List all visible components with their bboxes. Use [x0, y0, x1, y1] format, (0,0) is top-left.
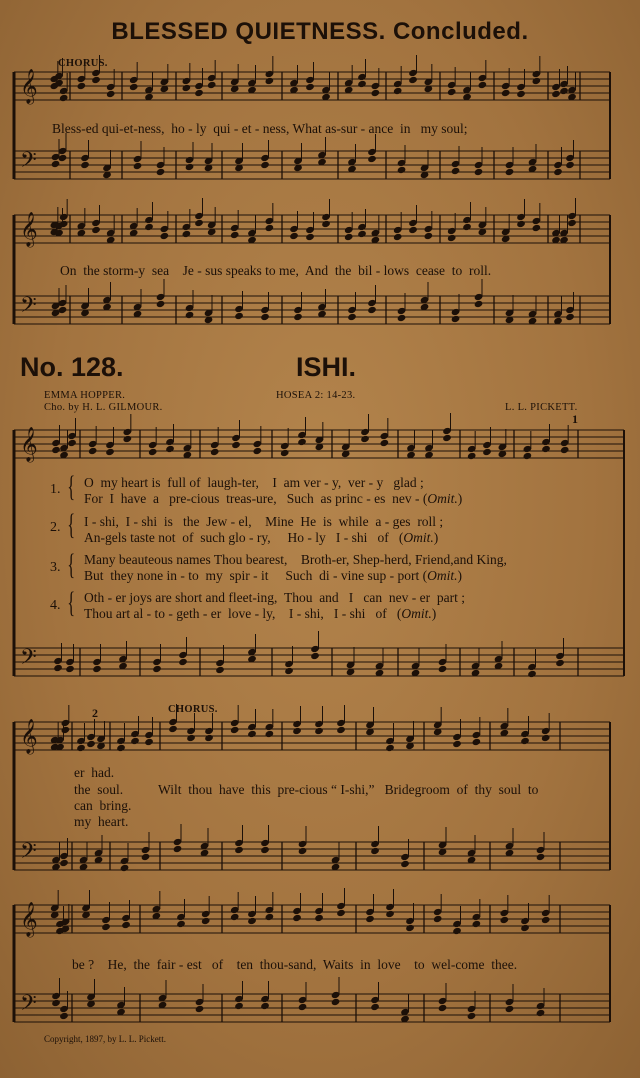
notehead [129, 83, 139, 91]
treble-clef-icon: 𝄞 [20, 212, 38, 247]
notehead [478, 81, 488, 89]
notehead [201, 917, 211, 925]
notehead [247, 730, 257, 738]
notehead [133, 162, 143, 170]
bass-clef-icon: 𝄢 [20, 991, 37, 1021]
notehead [67, 439, 77, 447]
notehead [505, 168, 515, 176]
notehead [260, 1002, 270, 1010]
notehead [260, 161, 270, 169]
notehead [260, 313, 270, 321]
notehead [482, 448, 492, 456]
notehead [474, 300, 484, 308]
notehead [336, 726, 346, 734]
notehead [292, 727, 302, 735]
notehead [310, 652, 320, 660]
notehead [393, 87, 403, 95]
notehead [51, 446, 61, 454]
notehead [231, 441, 241, 449]
verse-number: 2. [50, 520, 61, 535]
notehead [408, 226, 418, 234]
notehead [76, 744, 86, 752]
notehead [59, 94, 69, 102]
notehead [520, 924, 530, 932]
treble-clef-icon: 𝄞 [20, 427, 38, 462]
notehead [516, 220, 526, 228]
page-title: BLESSED QUIETNESS. Concluded. [111, 18, 529, 45]
treble-clef-icon: 𝄞 [20, 69, 38, 104]
notehead [541, 916, 551, 924]
verse-number: 1. [50, 482, 61, 497]
notehead [536, 853, 546, 861]
hymn-number: No. 128. [20, 352, 124, 382]
notehead [215, 666, 225, 674]
notehead [565, 161, 575, 169]
notehead [194, 89, 204, 97]
notehead [451, 167, 461, 175]
notehead [553, 168, 563, 176]
notehead [105, 448, 115, 456]
notehead [116, 744, 126, 752]
notehead [148, 448, 158, 456]
notehead [447, 88, 457, 96]
verse-brace: { [67, 586, 76, 619]
notehead [357, 80, 367, 88]
notehead [314, 727, 324, 735]
notehead [560, 446, 570, 454]
notehead [370, 1003, 380, 1011]
notehead [253, 447, 263, 455]
notehead [336, 909, 346, 917]
notehead [365, 915, 375, 923]
notehead [59, 1012, 69, 1020]
chorus-label-1: CHORUS. [58, 58, 108, 69]
notehead [120, 864, 130, 872]
notehead [168, 725, 178, 733]
notehead [156, 300, 166, 308]
notehead [520, 737, 530, 745]
notehead [204, 734, 214, 742]
notehead [452, 740, 462, 748]
notehead [234, 1002, 244, 1010]
notehead [298, 847, 308, 855]
hymn-name: ISHI. [296, 352, 357, 382]
notehead [144, 738, 154, 746]
bass-clef-icon: 𝄢 [20, 645, 37, 675]
notehead [195, 1005, 205, 1013]
notehead [472, 738, 482, 746]
notehead [447, 234, 457, 242]
notehead [230, 726, 240, 734]
notehead [314, 914, 324, 922]
notehead [462, 223, 472, 231]
notehead [293, 313, 303, 321]
notehead [347, 313, 357, 321]
verse-brace: { [67, 548, 76, 581]
notehead [371, 89, 381, 97]
notehead [331, 998, 341, 1006]
notehead [106, 90, 116, 98]
treble-clef-icon: 𝄞 [20, 902, 38, 937]
notehead [165, 445, 175, 453]
notehead [567, 219, 577, 227]
second-ending-number: 2 [92, 706, 99, 720]
notehead [532, 77, 542, 85]
notehead [247, 917, 257, 925]
notehead [284, 667, 294, 675]
notehead [176, 920, 186, 928]
verse-line-a: I - shi, I - shi is the Jew - el, Mine He is while a - ges roll ; [84, 514, 444, 529]
notehead [442, 434, 452, 442]
notehead [501, 89, 511, 97]
notehead [260, 846, 270, 854]
notehead [321, 220, 331, 228]
notehead [408, 76, 418, 84]
notehead [289, 232, 299, 240]
notehead [178, 658, 188, 666]
notehead [280, 449, 290, 457]
notehead [152, 665, 162, 673]
notehead [438, 665, 448, 673]
copyright: Copyright, 1897, by L. L. Pickett. [44, 1034, 166, 1044]
notehead [51, 999, 61, 1007]
notehead [210, 448, 220, 456]
notehead [91, 76, 101, 84]
notehead [265, 224, 275, 232]
notehead [559, 87, 569, 95]
notehead [88, 447, 98, 455]
notehead [141, 853, 151, 861]
notehead [101, 923, 111, 931]
notehead [234, 312, 244, 320]
notehead [230, 231, 240, 239]
notehead [86, 740, 96, 748]
notehead [185, 311, 195, 319]
notehead [380, 439, 390, 447]
notehead [194, 219, 204, 227]
lyric-line-1: Bless-ed qui-et-ness, ho - ly qui - et - ness, What as-sur - ance in my soul; [52, 121, 468, 136]
verse-line-b: For I have a pre-cious treas-ure, Such as princ - es nev - (Omit.) [84, 491, 463, 506]
bass-clef-icon: 𝄢 [20, 148, 37, 178]
notehead [541, 445, 551, 453]
verse-line-b: But they none in - to my spir - it Such di - vine sup - port (Omit.) [84, 568, 462, 583]
notehead [505, 1005, 515, 1013]
notehead [397, 166, 407, 174]
chorus-lyric-2: be ? He, the fair - est of ten thou-sand, Waits in love to wel-come thee. [72, 957, 518, 972]
notehead [77, 82, 87, 90]
bass-clef-icon: 𝄢 [20, 839, 37, 869]
notehead [182, 230, 192, 238]
notehead [424, 232, 434, 240]
ending-line: can bring. [74, 798, 132, 813]
notehead [344, 233, 354, 241]
notehead [186, 734, 196, 742]
notehead [144, 223, 154, 231]
notehead [185, 163, 195, 171]
notehead [565, 313, 575, 321]
chorus-author: Cho. by H. L. GILMOUR. [44, 402, 163, 413]
notehead [523, 452, 533, 460]
lyric-line-2: On the storm-y sea Je - sus speaks to me, And the bil - lows cease to roll. [60, 263, 492, 278]
notehead [265, 913, 275, 921]
notehead [121, 921, 131, 929]
verse-number: 4. [50, 598, 61, 613]
notehead [405, 924, 415, 932]
notehead [207, 81, 217, 89]
notehead [59, 859, 69, 867]
notehead [555, 659, 565, 667]
notehead [474, 168, 484, 176]
ending-line: the soul. [74, 782, 124, 797]
notehead [467, 1012, 477, 1020]
notehead [527, 670, 537, 678]
verse-line-a: Oth - er joys are short and fleet-ing, Thou and I can nev - er part ; [84, 590, 465, 605]
verse-line-b: An-gels taste not of such glo - ry, Ho - ly I - shi of (Omit.) [84, 530, 439, 545]
verse-brace: { [67, 508, 76, 541]
notehead [385, 910, 395, 918]
notehead [451, 315, 461, 323]
notehead [173, 845, 183, 853]
notehead [182, 84, 192, 92]
verse-line-b: Thou art al - to - geth - er love - ly, I - shi, I - shi of (Omit.) [84, 606, 437, 621]
scripture-ref: HOSEA 2: 14-23. [276, 390, 356, 401]
author: EMMA HOPPER. [44, 390, 126, 401]
notehead [61, 726, 71, 734]
notehead [438, 1004, 448, 1012]
notehead [360, 435, 370, 443]
notehead [265, 77, 275, 85]
first-ending-number: 1 [572, 412, 579, 426]
notehead [367, 155, 377, 163]
notehead [541, 734, 551, 742]
ending-line: er had. [74, 765, 115, 780]
notehead [130, 737, 140, 745]
notehead [160, 232, 170, 240]
notehead [156, 168, 166, 176]
notehead [123, 435, 133, 443]
notehead [370, 847, 380, 855]
notehead [472, 920, 482, 928]
notehead [65, 665, 75, 673]
notehead [92, 665, 102, 673]
notehead [298, 1003, 308, 1011]
notehead [305, 83, 315, 91]
notehead [500, 916, 510, 924]
notehead [393, 233, 403, 241]
notehead [53, 664, 63, 672]
notehead [516, 90, 526, 98]
notehead [467, 452, 477, 460]
notehead [51, 160, 61, 168]
notehead [433, 915, 443, 923]
notehead [230, 913, 240, 921]
notehead [536, 1009, 546, 1017]
notehead [551, 90, 561, 98]
chorus-lyric-1: Wilt thou have this pre-cious “ I-shi,” Bridegroom of thy soul to [158, 782, 539, 797]
verse-line-a: Many beauteous names Thou bearest, Broth-er, Shep-herd, Friend,and King, [84, 552, 507, 567]
notehead [80, 161, 90, 169]
chorus-label-2: CHORUS. [168, 704, 218, 715]
notehead [305, 233, 315, 241]
notehead [397, 314, 407, 322]
notehead [367, 306, 377, 314]
notehead [385, 744, 395, 752]
verse-brace: { [67, 470, 76, 503]
notehead [292, 914, 302, 922]
notehead [91, 226, 101, 234]
composer: L. L. PICKETT. [505, 402, 578, 413]
bass-clef-icon: 𝄢 [20, 293, 37, 323]
verse-line-a: O my heart is full of laugh-ter, I am ver - y, ver - y glad ; [84, 475, 424, 490]
ending-line: my heart. [74, 814, 129, 829]
treble-clef-icon: 𝄞 [20, 719, 38, 754]
verse-number: 3. [50, 560, 61, 575]
notehead [265, 730, 275, 738]
notehead [452, 927, 462, 935]
notehead [297, 438, 307, 446]
notehead [234, 846, 244, 854]
notehead [357, 230, 367, 238]
notehead [400, 860, 410, 868]
notehead [532, 224, 542, 232]
